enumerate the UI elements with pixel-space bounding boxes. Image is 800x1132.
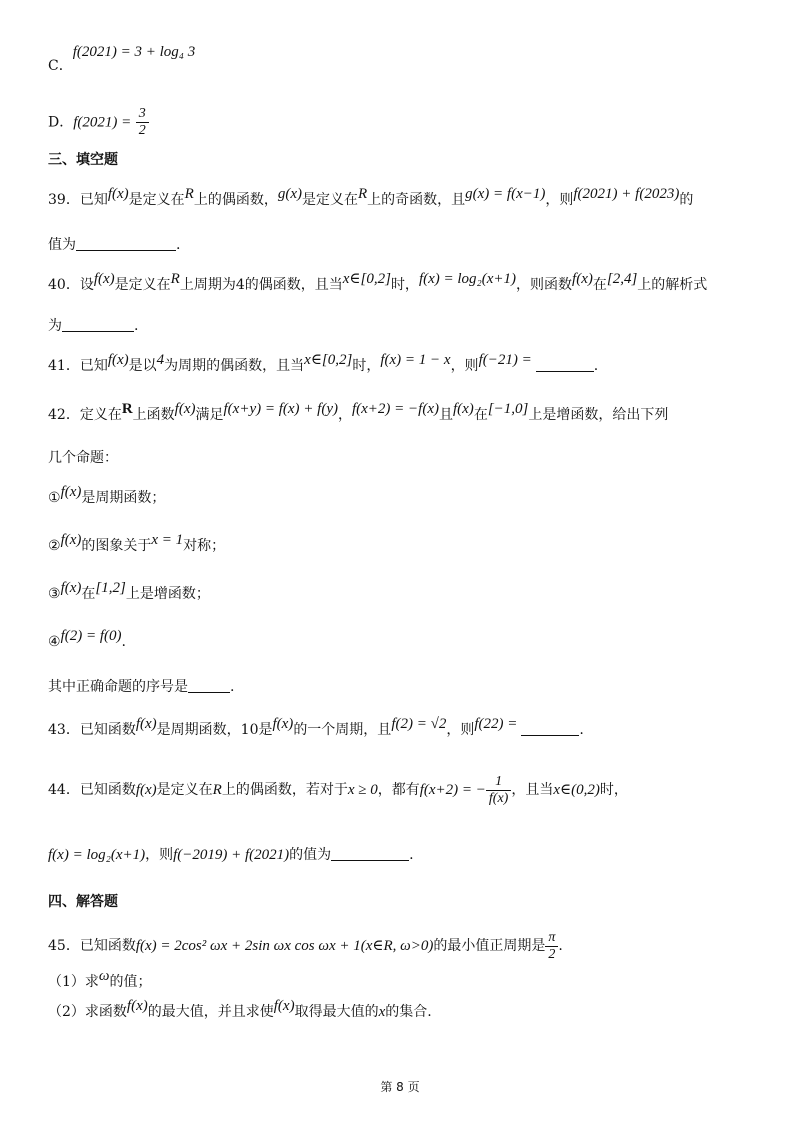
question-40-line2: 为 . [48, 318, 139, 334]
option-d-fraction: $\frac{3}{2}$ [136, 106, 149, 139]
question-42-answer: 其中正确命题的序号是 . [48, 679, 235, 695]
proposition-4: ④f(2) = f(0). [48, 628, 126, 650]
question-45-part1: （1）求ω的值； [48, 968, 152, 990]
question-45-part2: （2）求函数f(x)的最大值，并且求使f(x)取得最大值的x的集合. [48, 998, 432, 1020]
answer-blank-40[interactable] [62, 317, 134, 332]
proposition-2: ②f(x)的图象关于x = 1对称； [48, 532, 226, 554]
question-41: 41．已知f(x)是以4为周期的偶函数，且当x∈[0,2]时，f(x) = 1 − x，则f(−21) = . [48, 352, 599, 374]
question-39-line2: 值为 . [48, 237, 181, 253]
page-number: 第 8 页 [380, 1080, 420, 1094]
option-c-math: f(2021) = 3 + log₄ 3 [72, 44, 196, 60]
option-d-label: D． [48, 114, 74, 131]
question-42-line2: 几个命题： [48, 450, 118, 466]
question-44: 44．已知函数f(x)是定义在R上的偶函数，若对于x ≥ 0，都有f(x+2) = − $\frac{1}{f(x)}$ ，且当x∈(0,2)时， [48, 773, 628, 806]
option-c [48, 44, 196, 74]
q44-fraction: $\frac{1}{f(x)}$ [486, 774, 511, 807]
section-answer: 四、解答题 [48, 894, 118, 910]
option-d-math: f(2021) = [73, 114, 132, 131]
option-d [48, 106, 149, 139]
question-40: 40．设f(x)是定义在R上周期为4的偶函数，且当x∈[0,2]时，f(x) = log₂(x+1)，则函数f(x)在[2,4]上的解析式 [48, 271, 708, 293]
answer-blank-42[interactable] [188, 678, 230, 693]
section-fill-in: 三、填空题 [48, 152, 118, 168]
question-44-line2: f(x) = log₂(x+1)，则f(−2019) + f(2021)的值为 . [48, 847, 414, 863]
question-42: 42．定义在R上函数f(x)满足f(x+y) = f(x) + f(y)，f(x+2) = −f(x)且f(x)在[−1,0]上是增函数，给出下列 [48, 401, 669, 423]
proposition-1: ①f(x)是周期函数； [48, 484, 166, 506]
q45-fraction: $\frac{\pi}{2}$ [545, 930, 558, 963]
answer-blank-41[interactable] [536, 357, 594, 372]
question-43: 43．已知函数f(x)是周期函数，10是f(x)的一个周期，且f(2) = √2，则f(22) = . [48, 716, 584, 738]
option-c-label: C． [48, 58, 73, 74]
answer-blank-44[interactable] [331, 846, 409, 861]
proposition-3: ③f(x)在[1,2]上是增函数； [48, 580, 210, 602]
question-45: 45．已知函数f(x) = 2cos² ωx + 2sin ωx cos ωx + 1(x∈R, ω>0)的最小值正周期是 $\frac{\pi}{2}$ . [48, 929, 563, 962]
question-39: 39．已知f(x)是定义在R上的偶函数，g(x)是定义在R上的奇函数，且g(x) = f(x−1)，则f(2021) + f(2023)的 [48, 186, 694, 208]
answer-blank-43[interactable] [521, 721, 579, 736]
answer-blank-39[interactable] [76, 236, 176, 251]
